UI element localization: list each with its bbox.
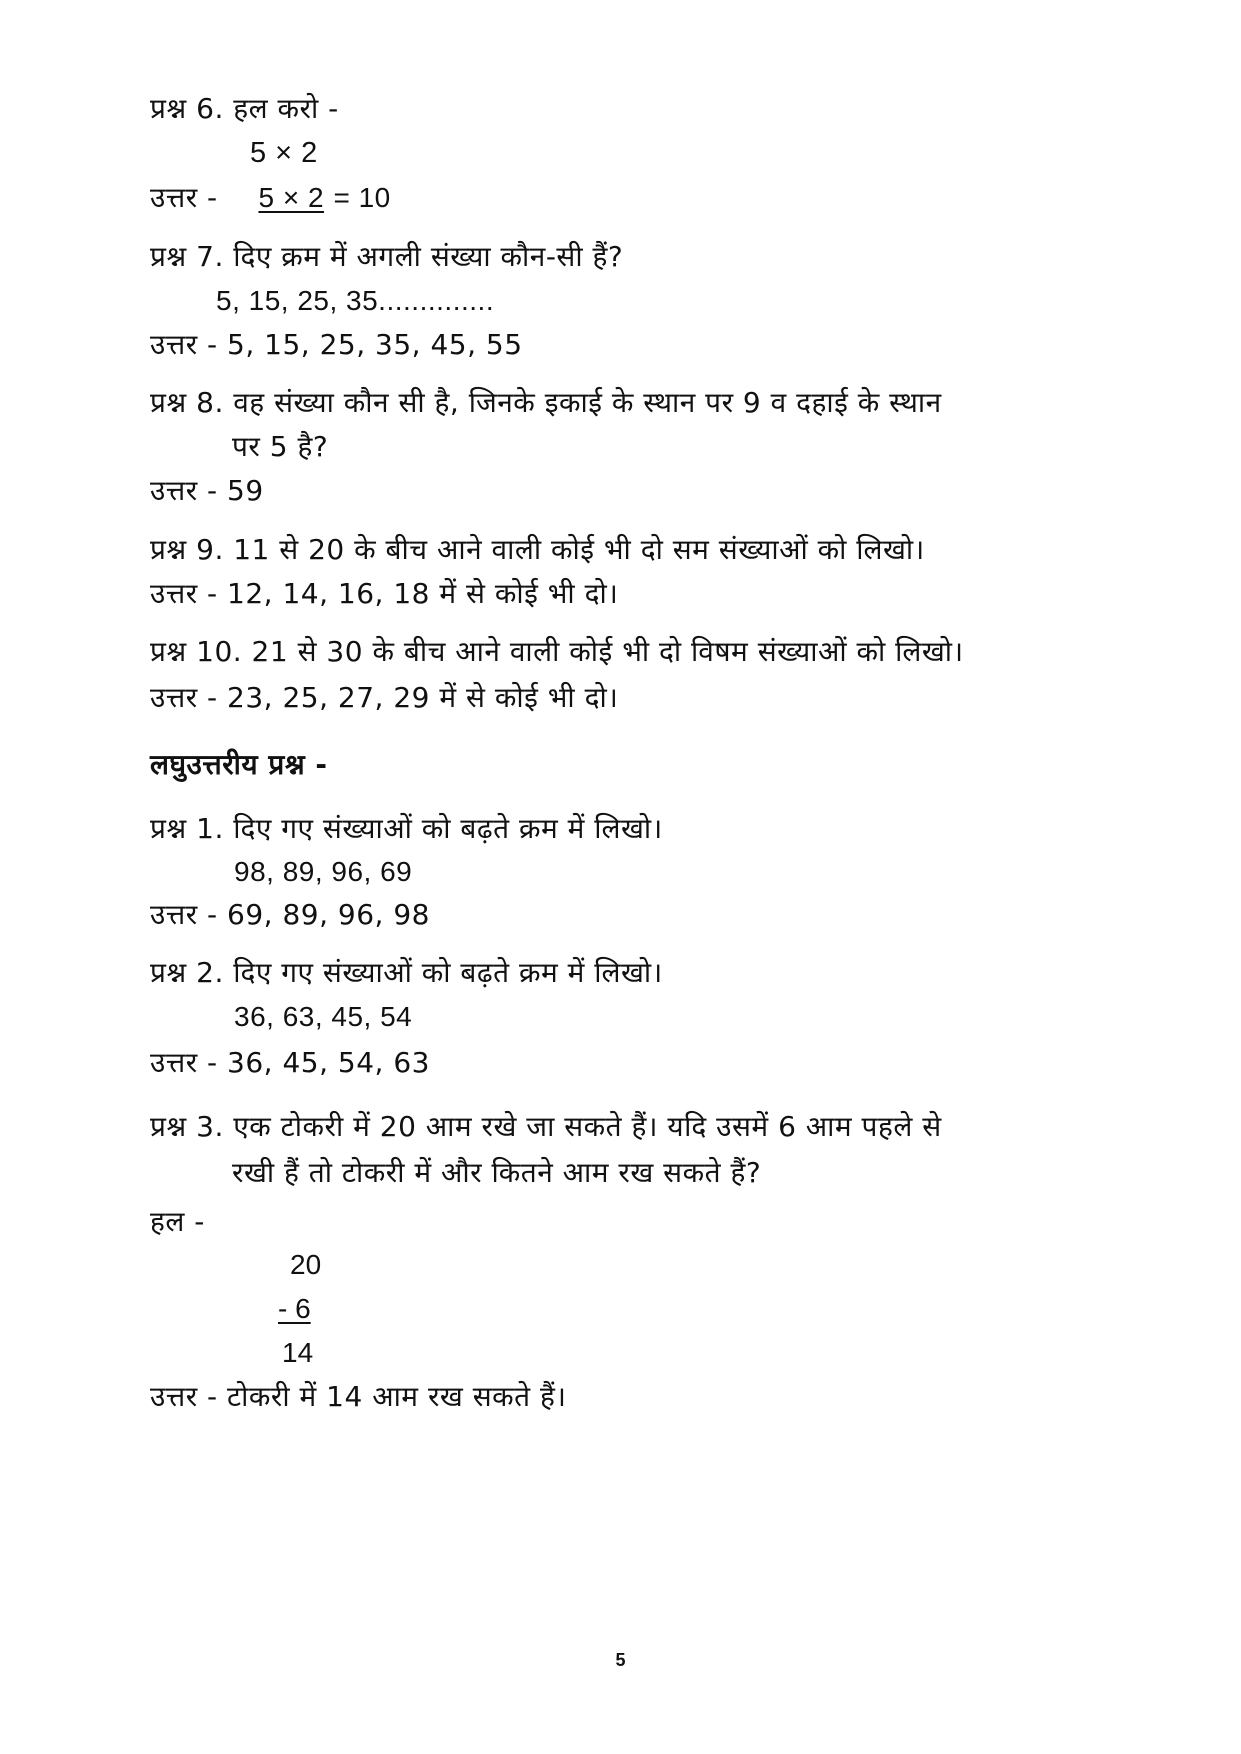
calc-minuend: 20 [290,1249,322,1280]
calc-subtrahend: - 6 [278,1293,311,1324]
q10-answer: उत्तर - 23, 25, 27, 29 में से कोई भी दो। [150,681,619,714]
s1-question: प्रश्न 1. दिए गए संख्याओं को बढ़ते क्रम में लिखो। [150,812,663,845]
q8-question-line1: प्रश्न 8. वह संख्या कौन सी है, जिनके इकाई के स्थान पर 9 व दहाई के स्थान [150,386,942,419]
s2-numbers: 36, 63, 45, 54 [234,1001,413,1032]
s1-answer: उत्तर - 69, 89, 96, 98 [150,898,430,931]
q9-answer: उत्तर - 12, 14, 16, 18 में से कोई भी दो। [150,577,619,610]
q6-answer-result: = 10 [333,182,391,213]
q7-question: प्रश्न 7. दिए क्रम में अगली संख्या कौन-सी हैं? [150,240,624,273]
q6-question: प्रश्न 6. हल करो - [150,92,339,125]
calc-result: 14 [282,1337,314,1368]
section-heading: लघुउत्तरीय प्रश्न - [150,748,328,781]
s1-numbers: 98, 89, 96, 69 [234,856,413,887]
q6-answer-expression: 5 × 2 [258,182,325,213]
s3-solution-label: हल - [150,1205,205,1238]
s2-answer: उत्तर - 36, 45, 54, 63 [150,1046,430,1079]
q7-sequence: 5, 15, 25, 35.............. [216,285,495,316]
s2-question: प्रश्न 2. दिए गए संख्याओं को बढ़ते क्रम में लिखो। [150,956,663,989]
q8-answer: उत्तर - 59 [150,474,264,507]
page-number: 5 [615,1650,626,1670]
q9-question: प्रश्न 9. 11 से 20 के बीच आने वाली कोई भी दो सम संख्याओं को लिखो। [150,533,925,566]
s3-answer: उत्तर - टोकरी में 14 आम रख सकते हैं। [150,1380,567,1413]
s3-question-line1: प्रश्न 3. एक टोकरी में 20 आम रखे जा सकते हैं। यदि उसमें 6 आम पहले से [150,1110,942,1143]
s3-question-line2: रखी हैं तो टोकरी में और कितने आम रख सकते हैं? [232,1156,762,1189]
q10-question: प्रश्न 10. 21 से 30 के बीच आने वाली कोई भी दो विषम संख्याओं को लिखो। [150,635,964,668]
q6-expression: 5 × 2 [250,137,318,169]
q8-question-line2: पर 5 है? [232,430,329,463]
q7-answer: उत्तर - 5, 15, 25, 35, 45, 55 [150,328,523,361]
q6-answer-prefix: उत्तर - [150,181,218,214]
q6-answer [150,181,391,215]
